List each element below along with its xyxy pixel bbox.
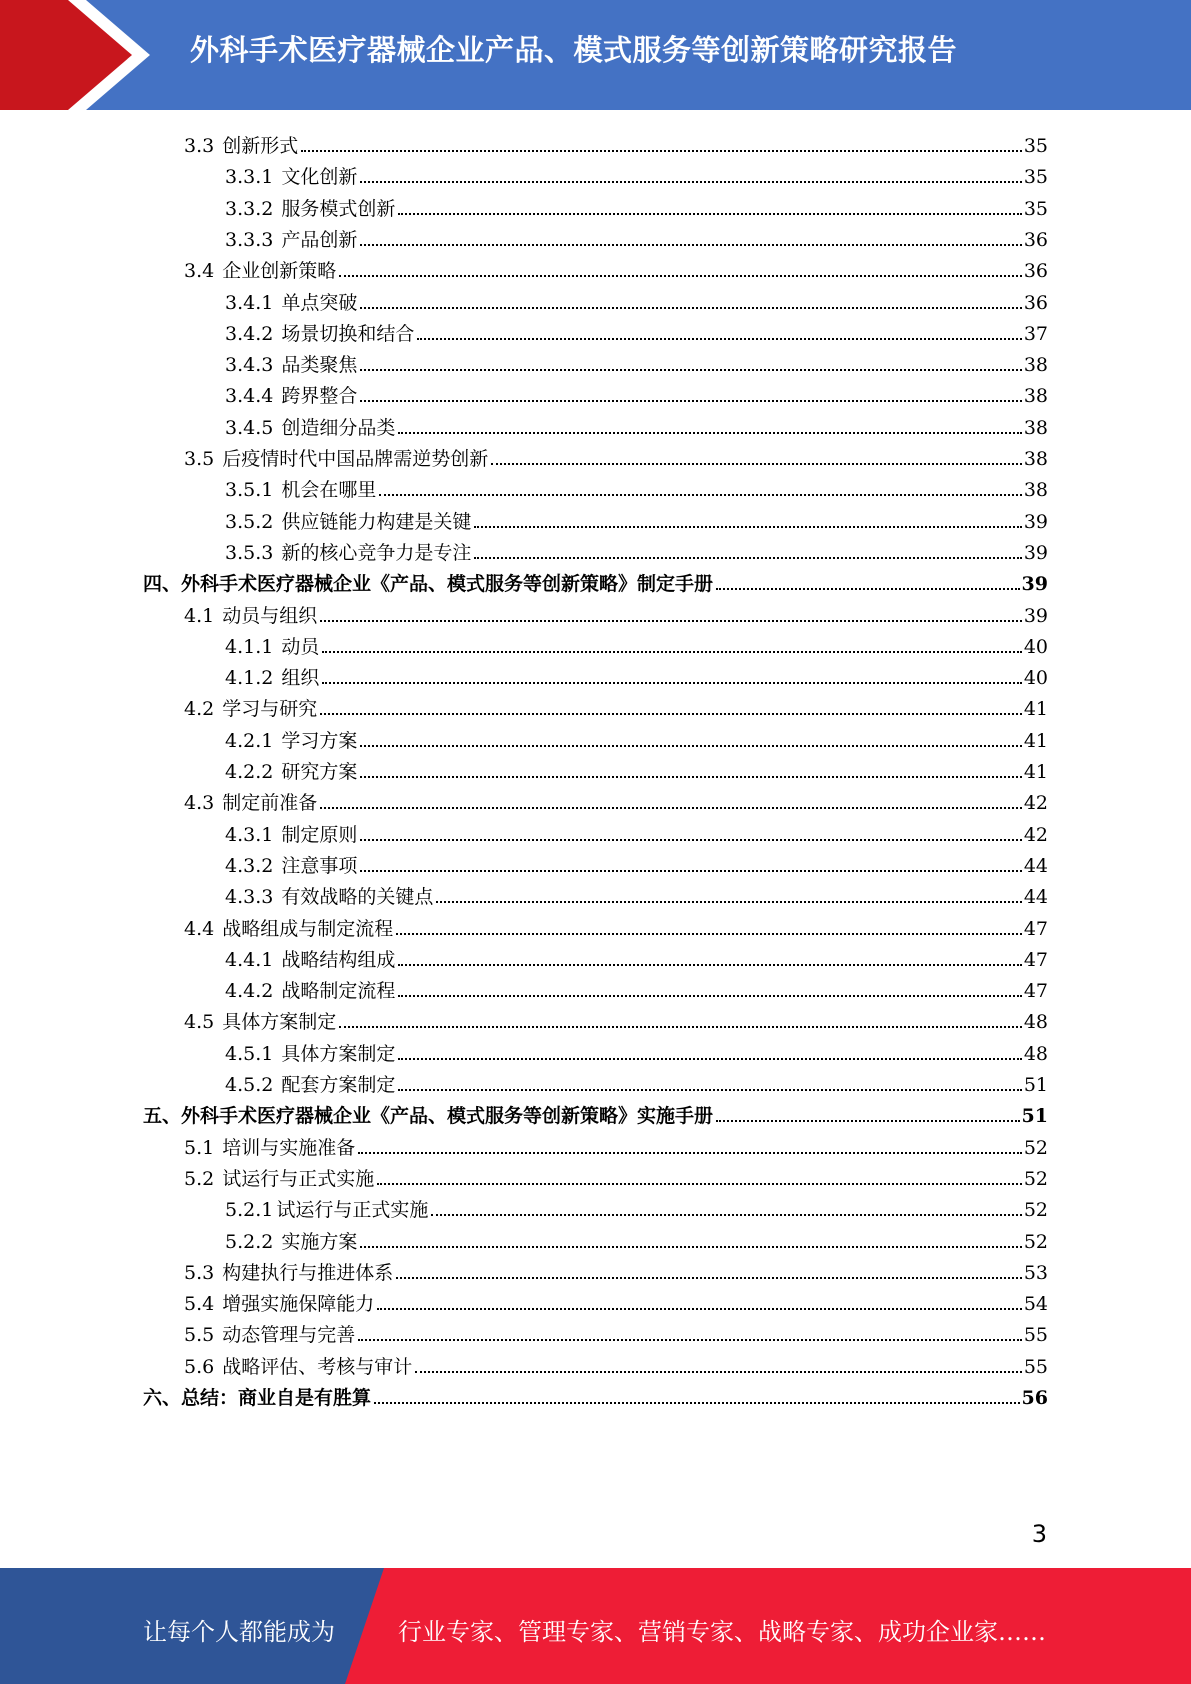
toc-entry-page: 53 (1023, 1261, 1048, 1284)
toc-entry-page: 38 (1023, 354, 1048, 377)
toc-entry[interactable] (184, 783, 1048, 814)
page-number: 3 (1031, 1520, 1047, 1548)
toc-entry-number: 4.5 (184, 1011, 215, 1034)
toc-entry-page: 51 (1021, 1105, 1048, 1128)
toc-dot-leader (360, 1246, 1021, 1248)
page-footer (0, 1568, 1191, 1684)
toc-entry-page: 42 (1023, 792, 1048, 815)
toc-entry-title: 有效战略的关键点 (281, 886, 434, 909)
toc-dot-leader (716, 1120, 1020, 1122)
toc-entry-number: 3.4.3 (225, 354, 274, 377)
toc-entry-page: 47 (1023, 980, 1048, 1003)
toc-dot-leader (358, 1152, 1022, 1154)
toc-entry[interactable] (184, 1315, 1048, 1346)
toc-entry-number: 4.1 (184, 604, 215, 627)
toc-entry[interactable] (225, 877, 1048, 908)
toc-entry-number: 5.3 (184, 1261, 215, 1284)
toc-dot-leader (322, 682, 1021, 684)
toc-entry-number: 3.3 (184, 135, 215, 157)
toc-entry[interactable] (184, 439, 1048, 470)
toc-entry-title: 五、外科手术医疗器械企业《产品、模式服务等创新策略》实施手册 (143, 1105, 714, 1128)
toc-dot-leader (396, 933, 1022, 935)
toc-entry-title: 供应链能力构建是关键 (281, 510, 472, 533)
toc-dot-leader (360, 244, 1021, 246)
toc-dot-leader (377, 1308, 1022, 1310)
report-title: 外科手术医疗器械企业产品、模式服务等创新策略研究报告 (190, 33, 958, 67)
toc-entry-title: 后疫情时代中国品牌需逆势创新 (222, 448, 489, 470)
toc-entry[interactable] (225, 157, 1048, 188)
toc-entry-page: 35 (1023, 135, 1048, 157)
toc-dot-leader (360, 181, 1021, 183)
toc-entry-page: 36 (1023, 260, 1048, 283)
toc-dot-leader (415, 1371, 1022, 1373)
toc-entry-number: 4.2.1 (225, 729, 274, 752)
toc-dot-leader (320, 807, 1022, 809)
toc-entry-page: 36 (1023, 291, 1048, 314)
toc-entry[interactable] (225, 1034, 1048, 1065)
toc-entry[interactable] (225, 1190, 1048, 1221)
toc-entry-number: 4.3.3 (225, 886, 274, 909)
toc-entry-page: 40 (1023, 667, 1048, 690)
toc-entry-number: 4.1.1 (225, 635, 274, 658)
toc-entry-page: 54 (1023, 1293, 1048, 1316)
toc-entry[interactable] (225, 1222, 1048, 1253)
toc-entry[interactable] (225, 376, 1048, 407)
toc-dot-leader (322, 651, 1021, 653)
toc-dot-leader (358, 1339, 1022, 1341)
toc-entry-page: 40 (1023, 635, 1048, 658)
toc-entry[interactable] (225, 971, 1048, 1002)
toc-entry-number: 4.3.2 (225, 854, 274, 877)
toc-dot-leader (339, 1026, 1022, 1028)
toc-entry-number: 4.5.2 (225, 1074, 274, 1096)
toc-entry-page: 35 (1023, 166, 1048, 189)
toc-entry-title: 动员与组织 (222, 604, 318, 627)
toc-entry-page: 47 (1023, 948, 1048, 971)
toc-entry-number: 4.5.1 (225, 1042, 274, 1065)
toc-entry-title: 实施方案 (281, 1230, 358, 1253)
toc-dot-leader (360, 369, 1021, 371)
toc-entry-number: 3.5 (184, 448, 215, 470)
toc-entry[interactable] (225, 815, 1048, 846)
toc-entry-title: 文化创新 (281, 166, 358, 189)
toc-dot-leader (301, 150, 1022, 152)
toc-entry-number: 5.4 (184, 1293, 215, 1316)
toc-entry-number: 3.5.3 (225, 541, 274, 564)
toc-entry[interactable] (225, 283, 1048, 314)
toc-entry-page: 48 (1023, 1011, 1048, 1034)
toc-entry-page: 52 (1023, 1136, 1048, 1159)
toc-entry-title: 配套方案制定 (281, 1074, 396, 1096)
toc-dot-leader (474, 557, 1021, 559)
toc-entry-page: 36 (1023, 228, 1048, 251)
toc-entry[interactable] (225, 752, 1048, 783)
toc-entry-number: 5.6 (184, 1355, 215, 1378)
toc-entry[interactable] (184, 909, 1048, 940)
toc-dot-leader (398, 1089, 1021, 1091)
toc-dot-leader (398, 432, 1021, 434)
toc-entry-number: 5.1 (184, 1136, 215, 1159)
toc-entry-number: 3.4.1 (225, 291, 274, 314)
toc-entry-number: 3.4.4 (225, 385, 274, 408)
toc-entry[interactable] (225, 189, 1048, 220)
toc-entry-number: 3.4.5 (225, 416, 274, 439)
toc-entry-title: 服务模式创新 (281, 197, 396, 220)
toc-entry[interactable] (225, 658, 1048, 689)
toc-entry-page: 52 (1023, 1199, 1048, 1222)
toc-entry-number: 5.2.2 (225, 1230, 274, 1253)
toc-entry-number: 3.3.3 (225, 228, 274, 251)
toc-dot-leader (474, 526, 1021, 528)
toc-entry-number: 3.3.1 (225, 166, 274, 189)
toc-entry-number: 4.4.1 (225, 948, 274, 971)
toc-entry-title: 四、外科手术医疗器械企业《产品、模式服务等创新策略》制定手册 (143, 573, 714, 596)
toc-entry-page: 44 (1023, 854, 1048, 877)
toc-entry[interactable] (184, 126, 1048, 157)
toc-entry-title: 动态管理与完善 (222, 1324, 356, 1347)
toc-dot-leader (320, 620, 1022, 622)
toc-entry-title: 具体方案制定 (222, 1011, 337, 1034)
toc-entry-title: 战略组成与制定流程 (222, 917, 394, 940)
toc-dot-leader (379, 494, 1021, 496)
toc-entry-page: 37 (1023, 322, 1048, 345)
toc-chapter-entry[interactable] (143, 1378, 1048, 1409)
toc-entry[interactable] (225, 470, 1048, 501)
toc-entry-page: 38 (1023, 479, 1048, 502)
toc-entry-page: 55 (1023, 1355, 1048, 1378)
toc-entry-title: 创新形式 (222, 135, 299, 157)
toc-entry[interactable] (184, 1159, 1048, 1190)
footer-tagline: 行业专家、管理专家、营销专家、战略专家、成功企业家…… (398, 1618, 1046, 1646)
toc-entry-title: 单点突破 (281, 291, 358, 314)
toc-entry-page: 39 (1023, 510, 1048, 533)
toc-entry[interactable] (225, 1065, 1048, 1096)
toc-entry-number: 4.3.1 (225, 823, 274, 846)
page-header (0, 0, 1191, 110)
toc-entry-number: 4.2.2 (225, 761, 274, 783)
toc-entry-title: 增强实施保障能力 (222, 1293, 375, 1316)
toc-entry-page: 39 (1023, 604, 1048, 627)
toc-dot-leader (377, 1183, 1022, 1185)
toc-entry-number: 5.2.1 (225, 1199, 274, 1222)
toc-entry[interactable] (184, 689, 1048, 720)
toc-dot-leader (398, 964, 1021, 966)
toc-entry-page: 41 (1023, 761, 1048, 783)
toc-entry-title: 战略结构组成 (281, 948, 396, 971)
toc-dot-leader (417, 338, 1021, 340)
toc-entry-title: 具体方案制定 (281, 1042, 396, 1065)
toc-entry[interactable] (184, 1002, 1048, 1033)
toc-entry-page: 42 (1023, 823, 1048, 846)
toc-entry-title: 研究方案 (281, 761, 358, 783)
toc-entry-page: 52 (1023, 1230, 1048, 1253)
toc-entry-page: 52 (1023, 1167, 1048, 1190)
toc-dot-leader (374, 1402, 1020, 1404)
toc-entry-title: 试运行与正式实施 (222, 1167, 375, 1190)
toc-entry-title: 组织 (281, 667, 320, 690)
toc-dot-leader (396, 1277, 1022, 1279)
toc-dot-leader (491, 463, 1022, 465)
toc-entry[interactable] (225, 940, 1048, 971)
toc-entry-page: 41 (1023, 729, 1048, 752)
toc-entry-page: 55 (1023, 1324, 1048, 1347)
toc-entry[interactable] (184, 1347, 1048, 1378)
toc-entry-page: 44 (1023, 886, 1048, 909)
toc-dot-leader (716, 588, 1020, 590)
toc-entry-title: 构建执行与推进体系 (222, 1261, 394, 1284)
toc-entry[interactable] (225, 220, 1048, 251)
toc-entry-title: 创造细分品类 (281, 416, 396, 439)
toc-entry-title: 制定原则 (281, 823, 358, 846)
toc-entry-number: 4.4 (184, 917, 215, 940)
toc-entry[interactable] (225, 408, 1048, 439)
toc-entry-number: 4.2 (184, 698, 215, 721)
toc-entry-title: 跨界整合 (281, 385, 358, 408)
toc-entry-number: 3.4.2 (225, 322, 274, 345)
toc-entry[interactable] (225, 846, 1048, 877)
toc-entry-page: 38 (1023, 385, 1048, 408)
toc-entry-title: 企业创新策略 (222, 260, 337, 283)
toc-entry-title: 战略制定流程 (281, 980, 396, 1003)
toc-entry-page: 38 (1023, 448, 1048, 470)
toc-entry-page: 39 (1021, 573, 1048, 596)
toc-entry-number: 3.4 (184, 260, 215, 283)
toc-entry-title: 动员 (281, 635, 320, 658)
toc-entry-number: 4.3 (184, 792, 215, 815)
toc-entry-page: 39 (1023, 541, 1048, 564)
toc-entry-title: 制定前准备 (222, 792, 318, 815)
toc-entry-title: 注意事项 (281, 854, 358, 877)
toc-entry-number: 4.4.2 (225, 980, 274, 1003)
toc-entry-number: 3.5.1 (225, 479, 274, 502)
toc-entry[interactable] (225, 533, 1048, 564)
toc-entry-number: 3.3.2 (225, 197, 274, 220)
toc-entry[interactable] (225, 721, 1048, 752)
toc-entry-number: 5.5 (184, 1324, 215, 1347)
toc-entry-number: 3.5.2 (225, 510, 274, 533)
toc-entry-title: 战略评估、考核与审计 (222, 1355, 413, 1378)
toc-entry-title: 试运行与正式实施 (276, 1199, 429, 1222)
toc-entry[interactable] (184, 596, 1048, 627)
toc-entry-number: 4.1.2 (225, 667, 274, 690)
toc-entry-page: 38 (1023, 416, 1048, 439)
toc-dot-leader (360, 400, 1021, 402)
toc-dot-leader (398, 995, 1021, 997)
toc-chapter-entry[interactable] (143, 564, 1048, 595)
toc-entry-page: 47 (1023, 917, 1048, 940)
toc-dot-leader (360, 839, 1021, 841)
toc-dot-leader (320, 713, 1022, 715)
toc-entry-title: 产品创新 (281, 228, 358, 251)
toc-dot-leader (360, 307, 1021, 309)
toc-entry-title: 学习与研究 (222, 698, 318, 721)
toc-chapter-entry[interactable] (143, 1096, 1048, 1127)
toc-dot-leader (436, 901, 1021, 903)
toc-entry-title: 新的核心竞争力是专注 (281, 541, 472, 564)
toc-entry-page: 41 (1023, 698, 1048, 721)
toc-entry[interactable] (184, 251, 1048, 282)
toc-dot-leader (360, 745, 1021, 747)
toc-entry[interactable] (184, 1284, 1048, 1315)
toc-entry-page: 35 (1023, 197, 1048, 220)
toc-entry[interactable] (184, 1128, 1048, 1159)
toc-entry[interactable] (225, 627, 1048, 658)
toc-entry-title: 品类聚焦 (281, 354, 358, 377)
toc-entry-number: 5.2 (184, 1167, 215, 1190)
toc-dot-leader (431, 1214, 1021, 1216)
toc-dot-leader (398, 213, 1021, 215)
footer-slogan: 让每个人都能成为 (143, 1618, 335, 1646)
toc-dot-leader (360, 776, 1021, 778)
toc-dot-leader (360, 870, 1021, 872)
toc-entry[interactable] (225, 345, 1048, 376)
toc-entry-title: 培训与实施准备 (222, 1136, 356, 1159)
toc-entry-title: 学习方案 (281, 729, 358, 752)
toc-entry-page: 51 (1023, 1074, 1048, 1096)
toc-entry-page: 56 (1021, 1387, 1048, 1409)
toc-entry[interactable] (225, 314, 1048, 345)
toc-dot-leader (398, 1058, 1021, 1060)
toc-entry-title: 六、总结：商业自是有胜算 (143, 1387, 372, 1409)
toc-entry-title: 机会在哪里 (281, 479, 377, 502)
toc-dot-leader (339, 275, 1022, 277)
toc-entry[interactable] (225, 502, 1048, 533)
toc-entry[interactable] (184, 1253, 1048, 1284)
toc-entry-page: 48 (1023, 1042, 1048, 1065)
toc-entry-title: 场景切换和结合 (281, 322, 415, 345)
